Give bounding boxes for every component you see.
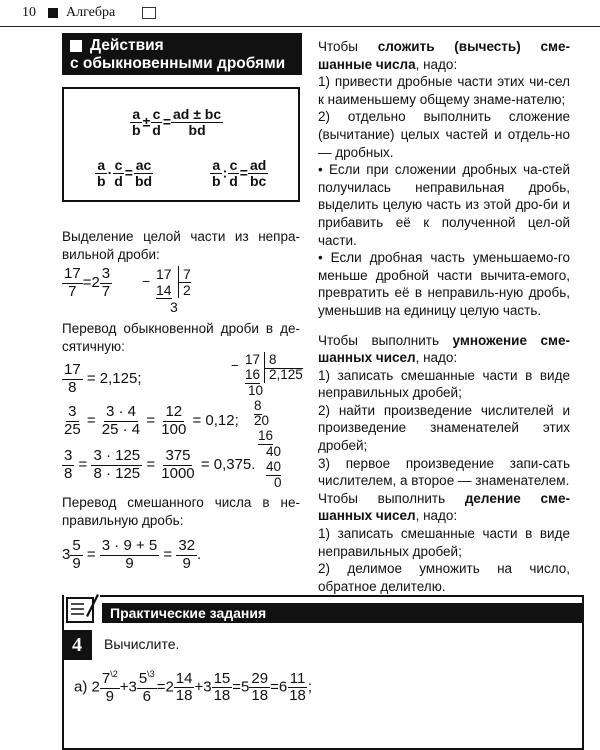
add-note-1: • Если при сложении дробных ча-стей получилась неправильная дробь, выделить целую часть из этой дро-би и прибавить её к полученной цел-ой части.: [318, 162, 570, 248]
section-title: [62, 33, 302, 75]
task-number: 4: [62, 630, 92, 660]
formula-div: $\frac{a}{b}$ : $\frac{c}{d}$ = $\frac{ad}{bc}$: [212, 157, 267, 190]
long-division-2: − 17 8 16 2,125 10 8 20 16 40 40 0: [231, 352, 303, 490]
section-title-line2: с обыкновенными дробями: [70, 55, 286, 72]
header-square-icon: [48, 8, 58, 18]
example-mixed-to-improper: 3 $\frac{5}{9}$ = $\frac{3 \cdot 9 + 5}{9}$ = $\frac{32}{9}$ .: [62, 537, 202, 572]
add-step-2: 2) отдельно выполнить сложение (вычитание) целых частей и отдель-но — дробных.: [318, 109, 570, 160]
formula-sum: $\frac{a}{b}$ ± $\frac{c}{d}$ = $\frac{ad \pm bc}{bd}$: [132, 106, 222, 139]
text-mixed-to-improper: Перевод смешанного числа в не-правильную дробь:: [62, 495, 300, 528]
title-square-icon: [70, 40, 82, 52]
example-decimal-3: $\frac{3}{8}$ = $\frac{3 \cdot 125}{8 \cdot 125}$ = $\frac{375}{1000}$ = 0,375.: [64, 447, 256, 482]
div-step-2: 2) делимое умножить на число, обратное делителю.: [318, 561, 570, 594]
pencil-notebook-icon: [64, 590, 100, 626]
example-whole-part: $\frac{17}{7}$ =2 $\frac{3}{7}$: [64, 265, 111, 300]
task-text: Вычислите.: [104, 636, 180, 652]
subject-title: Алгебра: [66, 5, 116, 20]
add-intro: Чтобы сложить (вычесть) сме-шанные числа, надо:: [318, 39, 570, 72]
mul-step-1: 1) записать смешанные части в виде неправильных дробей;: [318, 367, 570, 401]
example-decimal-2: $\frac{3}{25}$ = $\frac{3 \cdot 4}{25 \cdot 4}$ = $\frac{12}{100}$ = 0,12;: [64, 403, 239, 438]
div-step-1: 1) записать смешанные части в виде неправильных дробей;: [318, 526, 570, 559]
practice-title: Практические задания: [102, 603, 584, 623]
formula-mul: $\frac{a}{b}$ · $\frac{c}{d}$ = $\frac{ac}{bd}$: [97, 157, 153, 190]
text-whole-part: Выделение целой части из непра-вильной дроби:: [62, 229, 300, 262]
page-number: 10: [22, 5, 36, 20]
rules-column: [318, 38, 570, 595]
book-icon: [142, 7, 156, 19]
mul-step-2: 2) найти произведение числителей и произведение знаменателей этих дробей;: [318, 402, 570, 454]
mul-step-3: 3) первое произведение запи-сать числителем, а второе — знаменателем.: [318, 455, 570, 489]
mul-intro: Чтобы выполнить умножение сме-шанных чисел, надо:: [318, 332, 570, 366]
example-decimal-1: $\frac{17}{8}$ = 2,125;: [64, 361, 142, 396]
add-note-2: • Если дробная часть уменьшаемо-го меньше дробной части вычита-емого, превратить её в неправиль-ную дробь, уменьшив на единицу целую часть.: [318, 250, 570, 318]
section-title-line1: Действия: [90, 37, 164, 54]
add-step-1: 1) привести дробные части этих чи-сел к наименьшему общему знаме-нателю;: [318, 74, 570, 107]
div-intro: Чтобы выполнить деление сме-шанных чисел, надо:: [318, 490, 570, 524]
text-to-decimal: Перевод обыкновенной дроби в де-сятичную:: [62, 321, 300, 354]
task-expression: а) 2 $\frac{7^{\backslash 2}}{9}$ +3 $\frac{5^{\backslash 3}}{6}$ =2 $\frac{14}{18}$ +3 $\frac{15}{18}$ =5 $\frac{29}{18}$ =6 $\frac{11}{18}$ ;: [74, 669, 313, 705]
